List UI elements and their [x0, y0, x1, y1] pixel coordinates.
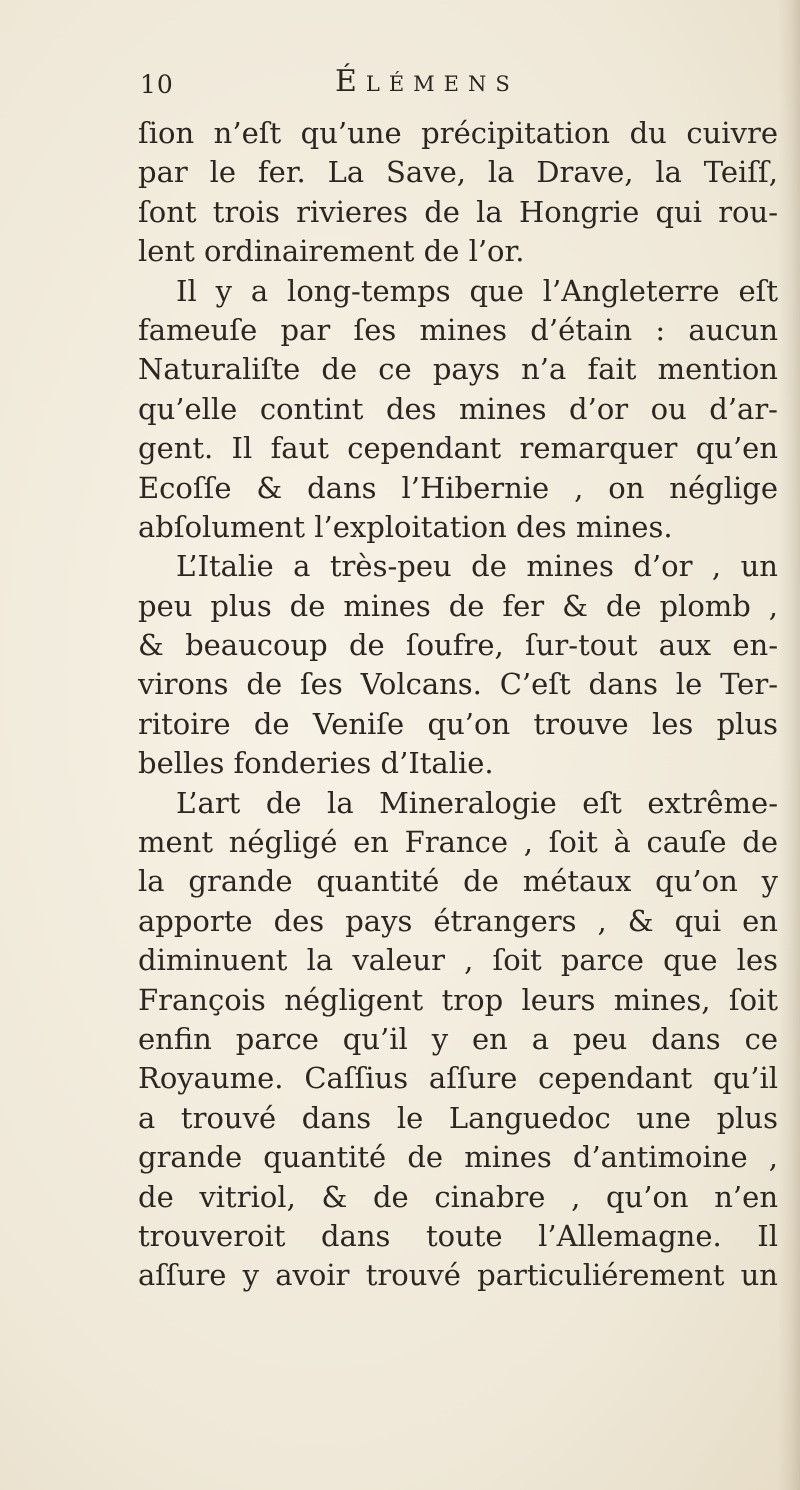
text-line: la grande quantité de métaux qu’on y	[138, 864, 778, 899]
page-edge-shadow	[778, 0, 800, 1490]
text-line: & beaucoup de ſoufre, ſur-tout aux en-	[138, 628, 778, 663]
running-title: Élémens	[335, 64, 519, 99]
text-line: trouveroit dans toute l’Allemagne. Il	[138, 1218, 778, 1253]
text-line: François négligent trop leurs mines, ſoit	[138, 982, 778, 1017]
text-line: ſont trois rivieres de la Hongrie qui rou-	[138, 194, 778, 229]
text-line: Il y a long-temps que l’Angleterre eſt	[176, 273, 778, 308]
text-line: abſolument l’exploitation des mines.	[138, 509, 673, 544]
text-line: belles fonderies d’Italie.	[138, 746, 494, 781]
text-line: Ecoſſe & dans l’Hibernie , on néglige	[138, 470, 778, 505]
text-line: virons de ſes Volcans. C’eſt dans le Ter-	[138, 667, 778, 702]
text-line: Royaume. Caſſius aſſure cependant qu’il	[138, 1061, 778, 1096]
text-line: gent. Il faut cependant remarquer qu’en	[138, 431, 778, 466]
text-line: fameuſe par ſes mines d’étain : aucun	[138, 312, 778, 347]
text-line: ſion n’eſt qu’une précipitation du cuivre	[138, 116, 778, 150]
text-line: ment négligé en France , ſoit à cauſe de	[138, 825, 778, 860]
body-text	[138, 114, 778, 1296]
text-line: Naturaliſte de ce pays n’a fait mention	[138, 352, 778, 387]
text-line: enfin parce qu’il y en a peu dans ce	[138, 1021, 778, 1056]
text-line: a trouvé dans le Languedoc une plus	[138, 1100, 778, 1135]
text-line: aſſure y avoir trouvé particuliérement un	[138, 1258, 778, 1293]
text-line: L’Italie a très-peu de mines d’or , un	[176, 549, 778, 584]
text-line: par le fer. La Save, la Drave, la Teiſſ,	[138, 155, 778, 190]
text-line: lent ordinairement de l’or.	[138, 234, 525, 269]
text-line: qu’elle contint des mines d’or ou d’ar-	[138, 391, 778, 426]
text-line: de vitriol, & de cinabre , qu’on n’en	[138, 1179, 778, 1214]
text-line: grande quantité de mines d’antimoine ,	[138, 1140, 778, 1175]
page-number: 10	[140, 70, 174, 99]
text-line: ritoire de Veniſe qu’on trouve les plus	[138, 706, 778, 741]
text-line: diminuent la valeur , ſoit parce que les	[138, 943, 778, 978]
text-line: apporte des pays étrangers , & qui en	[138, 903, 778, 938]
text-line: L’art de la Mineralogie eſt extrême-	[176, 785, 778, 820]
page-header	[140, 64, 780, 112]
text-line: peu plus de mines de fer & de plomb ,	[138, 588, 778, 623]
